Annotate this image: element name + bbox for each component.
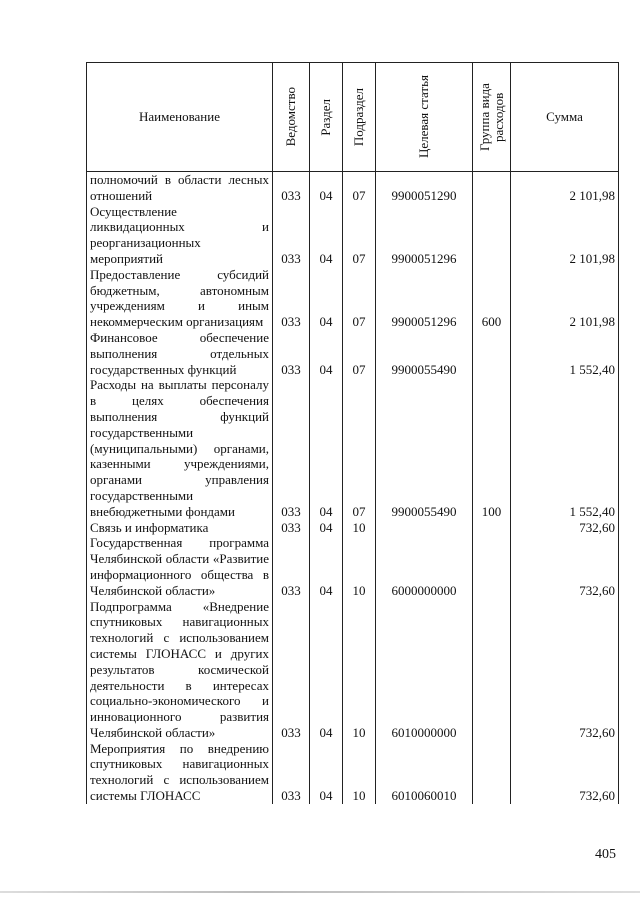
row-target: 9900051290 [376,172,473,204]
page-number: 405 [595,847,616,862]
row-target: 9900055490 [376,377,473,519]
row-name: Финансовое обеспечение выполнения отдельных государственных функций [87,330,273,377]
row-subsection: 07 [343,377,376,519]
row-name: Связь и информатика [87,520,273,536]
row-name: Расходы на выплаты персоналу в целях обеспечения выполнения функций государственными (муниципальными) органами, казенными учреждениями, органами управления государственными внебюджетными фондами [87,377,273,519]
row-group [473,741,511,804]
row-dept: 033 [273,535,310,598]
row-sum: 1 552,40 [511,330,619,377]
row-section: 04 [310,204,343,267]
row-group: 600 [473,267,511,330]
row-sum: 2 101,98 [511,204,619,267]
row-name: полномочий в области лесных отношений [87,172,273,204]
header-target: Целевая статья [376,63,473,172]
row-dept: 033 [273,377,310,519]
row-section: 04 [310,377,343,519]
budget-table [86,62,619,804]
row-target: 9900051296 [376,267,473,330]
row-group [473,330,511,377]
table-row [87,741,619,804]
row-section: 04 [310,520,343,536]
row-section: 04 [310,599,343,741]
row-name: Предоставление субсидий бюджетным, автономным учреждениям и иным некоммерческим организациям [87,267,273,330]
row-target: 9900051296 [376,204,473,267]
row-dept: 033 [273,520,310,536]
row-dept: 033 [273,741,310,804]
row-sum: 732,60 [511,520,619,536]
row-dept: 033 [273,330,310,377]
row-name: Осуществление ликвидационных и реорганизационных мероприятий [87,204,273,267]
row-sum: 732,60 [511,599,619,741]
row-section: 04 [310,741,343,804]
row-sum: 2 101,98 [511,267,619,330]
table-row [87,535,619,598]
row-subsection: 07 [343,267,376,330]
row-subsection: 10 [343,535,376,598]
row-subsection: 10 [343,520,376,536]
row-section: 04 [310,172,343,204]
row-group: 100 [473,377,511,519]
row-name: Государственная программа Челябинской области «Развитие информационного общества в Челябинской области» [87,535,273,598]
row-group [473,204,511,267]
row-sum: 732,60 [511,741,619,804]
header-name: Наименование [87,63,273,172]
row-subsection: 10 [343,599,376,741]
row-target: 9900055490 [376,330,473,377]
row-section: 04 [310,330,343,377]
table-row [87,267,619,330]
table-row [87,520,619,536]
scan-edge-line [0,891,640,893]
row-dept: 033 [273,172,310,204]
table-row [87,599,619,741]
header-department: Ведомство [273,63,310,172]
table-row [87,330,619,377]
row-group [473,535,511,598]
header-amount: Сумма [511,63,619,172]
row-group [473,520,511,536]
row-name: Мероприятия по внедрению спутниковых навигационных технологий с использованием системы ГЛОНАСС [87,741,273,804]
row-sum: 1 552,40 [511,377,619,519]
row-sum: 732,60 [511,535,619,598]
table-header-row [87,63,619,172]
row-group [473,172,511,204]
row-subsection: 07 [343,172,376,204]
table-row [87,377,619,519]
row-subsection: 10 [343,741,376,804]
table-row [87,204,619,267]
row-dept: 033 [273,599,310,741]
row-target: 6010000000 [376,599,473,741]
row-section: 04 [310,535,343,598]
header-section: Раздел [310,63,343,172]
row-dept: 033 [273,267,310,330]
row-target: 6000000000 [376,535,473,598]
header-expense-group: Группа вида расходов [473,63,511,172]
row-section: 04 [310,267,343,330]
row-subsection: 07 [343,330,376,377]
header-subsection: Подраздел [343,63,376,172]
row-group [473,599,511,741]
table-row [87,172,619,204]
row-dept: 033 [273,204,310,267]
row-sum: 2 101,98 [511,172,619,204]
row-target [376,520,473,536]
row-subsection: 07 [343,204,376,267]
row-target: 6010060010 [376,741,473,804]
row-name: Подпрограмма «Внедрение спутниковых навигационных технологий с использованием системы ГЛОНАСС и других результатов космической деятельности в интересах социально-экономического и инновационного развития Челябинской области» [87,599,273,741]
